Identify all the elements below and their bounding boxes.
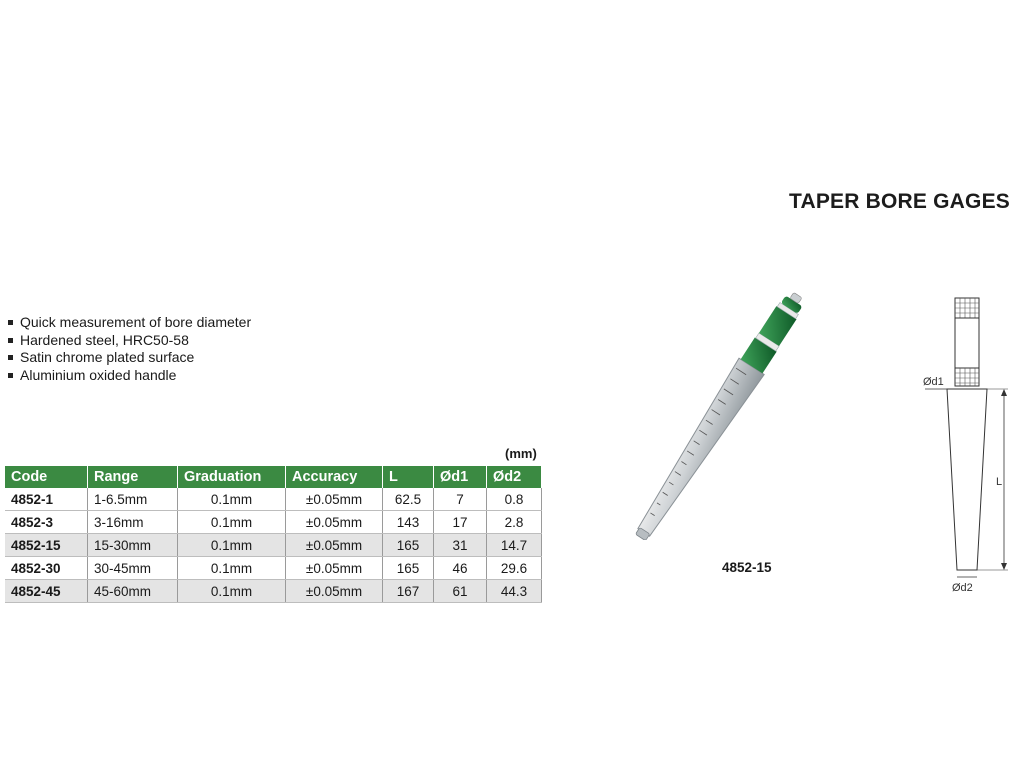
cell-l: 167 bbox=[383, 580, 434, 603]
feature-text: Quick measurement of bore diameter bbox=[20, 314, 252, 330]
cell-d2: 14.7 bbox=[487, 534, 542, 557]
cell-range: 1-6.5mm bbox=[88, 488, 178, 511]
cell-range: 45-60mm bbox=[88, 580, 178, 603]
cell-l: 62.5 bbox=[383, 488, 434, 511]
cell-l: 143 bbox=[383, 511, 434, 534]
cell-code: 4852-3 bbox=[5, 511, 88, 534]
feature-item bbox=[8, 332, 251, 350]
spec-table bbox=[5, 466, 542, 603]
unit-label: (mm) bbox=[505, 446, 537, 461]
taper-gage-image bbox=[590, 290, 850, 540]
cell-range: 3-16mm bbox=[88, 511, 178, 534]
cell-graduation: 0.1mm bbox=[178, 580, 286, 603]
feature-list bbox=[8, 314, 251, 384]
header-accuracy: Accuracy bbox=[286, 466, 383, 488]
cell-code: 4852-15 bbox=[5, 534, 88, 557]
cell-l: 165 bbox=[383, 557, 434, 580]
cell-range: 15-30mm bbox=[88, 534, 178, 557]
feature-text: Satin chrome plated surface bbox=[20, 349, 195, 365]
cell-accuracy: ±0.05mm bbox=[286, 534, 383, 557]
bullet-icon bbox=[8, 355, 13, 360]
cell-accuracy: ±0.05mm bbox=[286, 580, 383, 603]
feature-item bbox=[8, 349, 251, 367]
cell-d1: 46 bbox=[434, 557, 487, 580]
cell-d1: 17 bbox=[434, 511, 487, 534]
dimension-diagram bbox=[920, 295, 1020, 595]
cell-graduation: 0.1mm bbox=[178, 488, 286, 511]
feature-item bbox=[8, 314, 251, 332]
cell-code: 4852-1 bbox=[5, 488, 88, 511]
cell-graduation: 0.1mm bbox=[178, 534, 286, 557]
header-range: Range bbox=[88, 466, 178, 488]
page-title: TAPER BORE GAGES bbox=[788, 190, 1010, 213]
cell-graduation: 0.1mm bbox=[178, 557, 286, 580]
table-row bbox=[5, 534, 542, 557]
header-d1: Ød1 bbox=[434, 466, 487, 488]
product-code-label: 4852-15 bbox=[722, 560, 772, 575]
cell-range: 30-45mm bbox=[88, 557, 178, 580]
cell-accuracy: ±0.05mm bbox=[286, 557, 383, 580]
table-row bbox=[5, 580, 542, 603]
cell-d1: 61 bbox=[434, 580, 487, 603]
cell-l: 165 bbox=[383, 534, 434, 557]
table-row bbox=[5, 557, 542, 580]
cell-d2: 0.8 bbox=[487, 488, 542, 511]
bullet-icon bbox=[8, 320, 13, 325]
d2-label: Ød2 bbox=[952, 582, 973, 594]
cell-d1: 31 bbox=[434, 534, 487, 557]
bullet-icon bbox=[8, 338, 13, 343]
feature-item bbox=[8, 367, 251, 385]
table-row bbox=[5, 488, 542, 511]
feature-text: Hardened steel, HRC50-58 bbox=[20, 331, 189, 348]
cell-code: 4852-30 bbox=[5, 557, 88, 580]
cell-code: 4852-45 bbox=[5, 580, 88, 603]
header-l: L bbox=[383, 466, 434, 488]
cell-d1: 7 bbox=[434, 488, 487, 511]
cell-graduation: 0.1mm bbox=[178, 511, 286, 534]
cell-d2: 2.8 bbox=[487, 511, 542, 534]
table-row bbox=[5, 511, 542, 534]
cell-accuracy: ±0.05mm bbox=[286, 488, 383, 511]
feature-text: Aluminium oxided handle bbox=[20, 366, 177, 383]
bullet-icon bbox=[8, 373, 13, 378]
header-graduation: Graduation bbox=[178, 466, 286, 488]
length-label: L bbox=[996, 476, 1003, 488]
header-d2: Ød2 bbox=[487, 466, 542, 488]
d1-label: Ød1 bbox=[923, 376, 944, 388]
cell-accuracy: ±0.05mm bbox=[286, 511, 383, 534]
cell-d2: 44.3 bbox=[487, 580, 542, 603]
cell-d2: 29.6 bbox=[487, 557, 542, 580]
header-code: Code bbox=[5, 466, 88, 488]
table-header-row bbox=[5, 466, 542, 488]
